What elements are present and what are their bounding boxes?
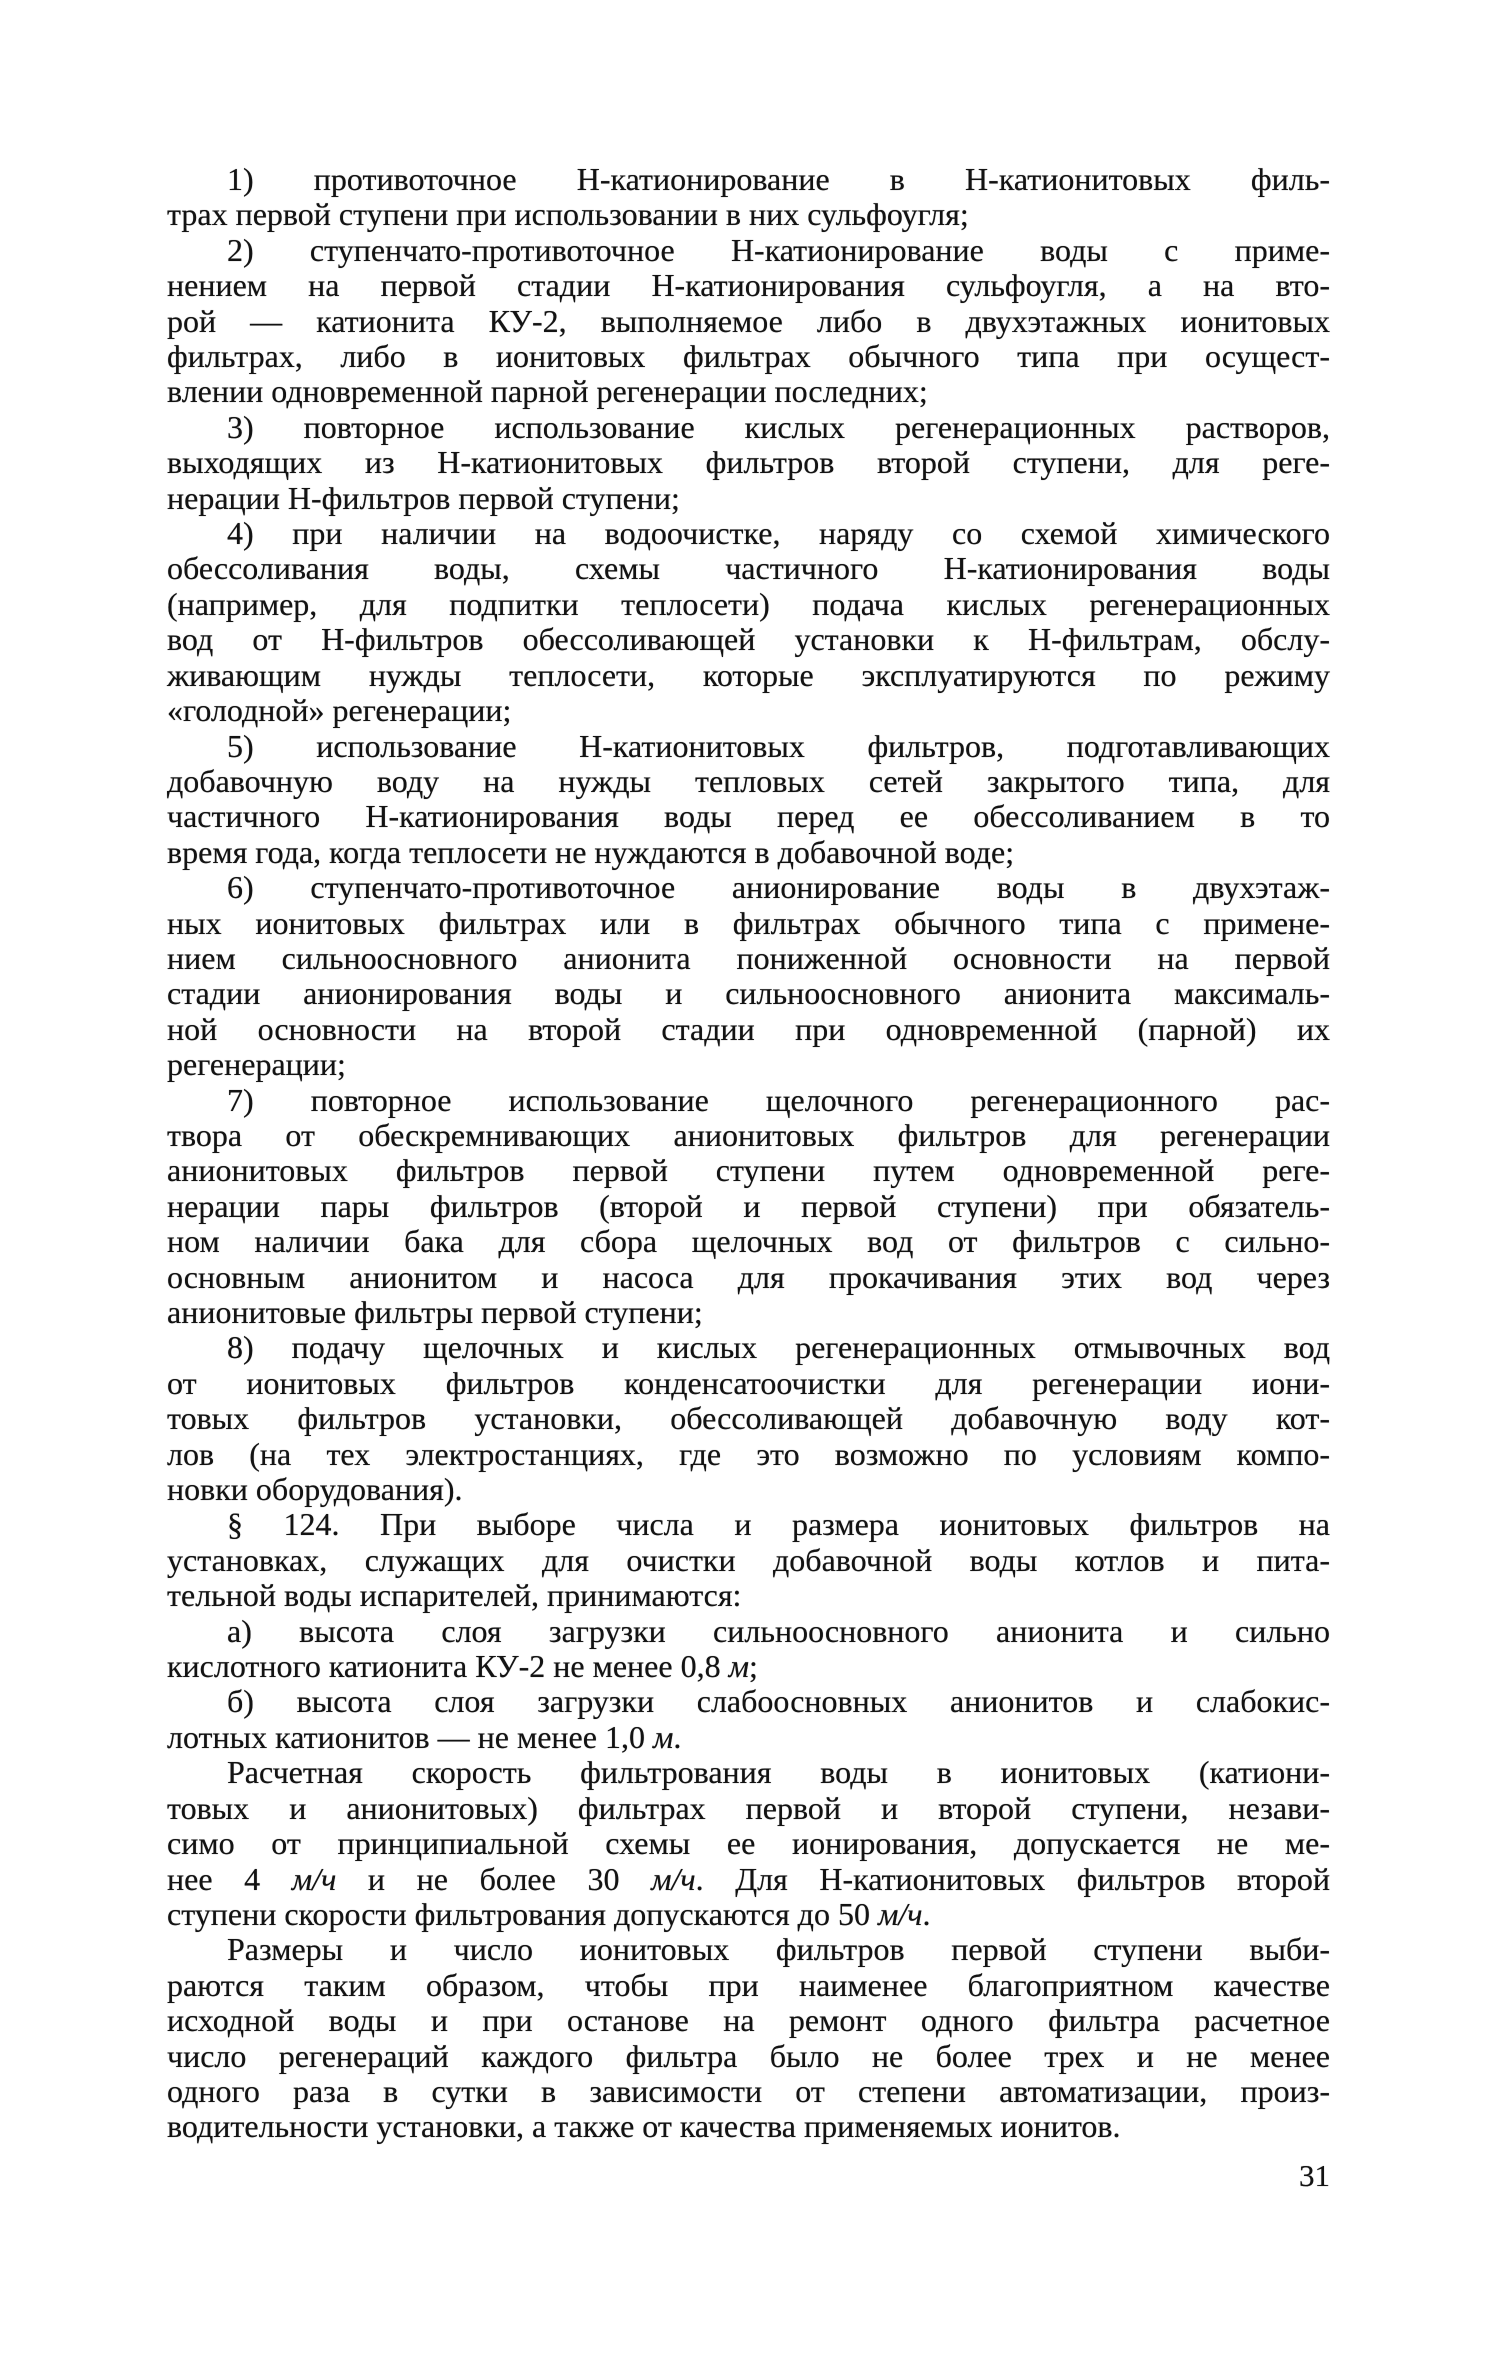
text-line: твора от обескремнивающих анионитовых фильтров для регенерации <box>167 1116 1330 1153</box>
text-line: стадии анионирования воды и сильноосновного анионита максималь- <box>167 975 1330 1012</box>
italic-text-segment: м/ч <box>291 1860 337 1897</box>
text-line: Размеры и число ионитовых фильтров первой ступени выби- <box>227 1931 1330 1968</box>
text-line: а) высота слоя загрузки сильноосновного анионита и сильно <box>227 1612 1330 1649</box>
page-number: 31 <box>1299 2158 1330 2193</box>
text-line: анионитовые фильтры первой ступени; <box>167 1294 703 1330</box>
text-line: установках, служащих для очистки добавочной воды котлов и пита- <box>167 1541 1330 1578</box>
text-line <box>167 1862 1330 1897</box>
text-line: нением на первой стадии Н-катионирования сульфоугля, а на вто- <box>167 267 1330 304</box>
text-line: вод от Н-фильтров обессоливающей установки к Н-фильтрам, обслу- <box>167 621 1330 658</box>
text-line: 3) повторное использование кислых регенерационных растворов, <box>227 408 1330 445</box>
text-segment: и не более 30 <box>336 1860 652 1897</box>
text-line: тельной воды испарителей, принимаются: <box>167 1577 742 1614</box>
text-line: 4) при наличии на водоочистке, наряду со схемой химического <box>227 515 1330 552</box>
text-column <box>167 162 1330 2145</box>
text-line: фильтрах, либо в ионитовых фильтрах обычного типа при осущест- <box>167 338 1330 375</box>
text-line <box>167 1720 1330 1755</box>
text-line: лов (на тех электростанциях, где это возможно по условиям компо- <box>167 1435 1330 1472</box>
text-line: анионитовых фильтров первой ступени путем одновременной реге- <box>167 1152 1330 1189</box>
text-line: регенерации; <box>167 1046 346 1083</box>
text-line: ных ионитовых фильтрах или в фильтрах обычного типа с примене- <box>167 904 1330 941</box>
text-segment: . <box>922 1895 931 1932</box>
text-line: 6) ступенчато-противоточное анионирование воды в двухэтаж- <box>227 869 1330 906</box>
text-line: б) высота слоя загрузки слабоосновных анионитов и слабокис- <box>227 1683 1330 1720</box>
text-line: ной основности на второй стадии при одновременной (парной) их <box>167 1010 1330 1047</box>
text-line: новки оборудования). <box>167 1471 463 1508</box>
text-line: выходящих из Н-катионитовых фильтров второй ступени, для реге- <box>167 444 1330 481</box>
text-line: водительности установки, а также от качества применяемых ионитов. <box>167 2108 1121 2145</box>
text-line: частичного Н-катионирования воды перед ее обессоливанием в то <box>167 798 1330 835</box>
text-line: добавочную воду на нужды тепловых сетей закрытого типа, для <box>167 762 1330 799</box>
text-segment: . <box>673 1718 682 1755</box>
text-line: исходной воды и при останове на ремонт одного фильтра расчетное <box>167 2002 1330 2039</box>
text-line: обессоливания воды, схемы частичного Н-катионирования воды <box>167 550 1330 587</box>
text-line: ном наличии бака для сбора щелочных вод от фильтров с сильно- <box>167 1223 1330 1260</box>
text-line: трах первой ступени при использовании в них сульфоугля; <box>167 196 969 233</box>
text-line: товых и анионитовых) фильтрах первой и второй ступени, незави- <box>167 1789 1330 1826</box>
text-line: «голодной» регенерации; <box>167 692 512 729</box>
text-line: основным анионитом и насоса для прокачивания этих вод через <box>167 1258 1330 1295</box>
italic-text-segment: м <box>728 1648 749 1685</box>
italic-text-segment: м <box>652 1718 674 1755</box>
text-segment: кислотного катионита КУ-2 не менее 0,8 <box>167 1648 729 1685</box>
text-line: нерации Н-фильтров первой ступени; <box>167 479 680 516</box>
text-line: 2) ступенчато-противоточное Н-катионирование воды с приме- <box>227 231 1330 268</box>
text-line: одного раза в сутки в зависимости от степени автоматизации, произ- <box>167 2072 1330 2109</box>
text-line <box>167 1897 1330 1932</box>
text-line: (например, для подпитки теплосети) подача кислых регенерационных <box>167 585 1330 622</box>
text-segment: лотных катионитов — не менее 1,0 <box>167 1718 653 1755</box>
text-line: влении одновременной парной регенерации последних; <box>167 373 928 410</box>
text-line: товых фильтров установки, обессоливающей добавочную воду кот- <box>167 1400 1330 1437</box>
text-line: § 124. При выборе числа и размера ионитовых фильтров на <box>227 1506 1330 1543</box>
text-line: время года, когда теплосети не нуждаются в добавочной воде; <box>167 833 1015 870</box>
italic-text-segment: м/ч <box>877 1895 923 1932</box>
text-line: живающим нужды теплосети, которые эксплуатируются по режиму <box>167 656 1330 693</box>
text-line: нерации пары фильтров (второй и первой ступени) при обязатель- <box>167 1187 1330 1224</box>
text-segment: . Для Н-катионитовых фильтров второй <box>695 1860 1331 1897</box>
text-segment: ; <box>748 1648 758 1685</box>
text-line: 7) повторное использование щелочного регенерационного рас- <box>227 1081 1330 1118</box>
text-line: 5) использование Н-катионитовых фильтров, подготавливающих <box>227 727 1330 764</box>
text-line: 1) противоточное Н-катионирование в Н-катионитовых филь- <box>227 161 1330 197</box>
text-segment: ступени скорости фильтрования допускаются до 50 <box>167 1895 878 1932</box>
text-line: число регенераций каждого фильтра было не более трех и не менее <box>167 2037 1330 2074</box>
text-line: раются таким образом, чтобы при наименее благоприятном качестве <box>167 1966 1330 2003</box>
text-line <box>167 1649 1330 1684</box>
text-segment: нее 4 <box>167 1860 292 1897</box>
text-line: симо от принципиальной схемы ее ионирования, допускается не ме- <box>167 1825 1330 1862</box>
text-line: рой — катионита КУ-2, выполняемое либо в двухэтажных ионитовых <box>167 302 1330 339</box>
text-line: Расчетная скорость фильтрования воды в ионитовых (катиони- <box>227 1754 1330 1791</box>
text-line: нием сильноосновного анионита пониженной основности на первой <box>167 939 1330 976</box>
text-line: 8) подачу щелочных и кислых регенерационных отмывочных вод <box>227 1329 1330 1366</box>
italic-text-segment: м/ч <box>651 1860 696 1897</box>
text-line: от ионитовых фильтров конденсатоочистки для регенерации иони- <box>167 1364 1330 1401</box>
